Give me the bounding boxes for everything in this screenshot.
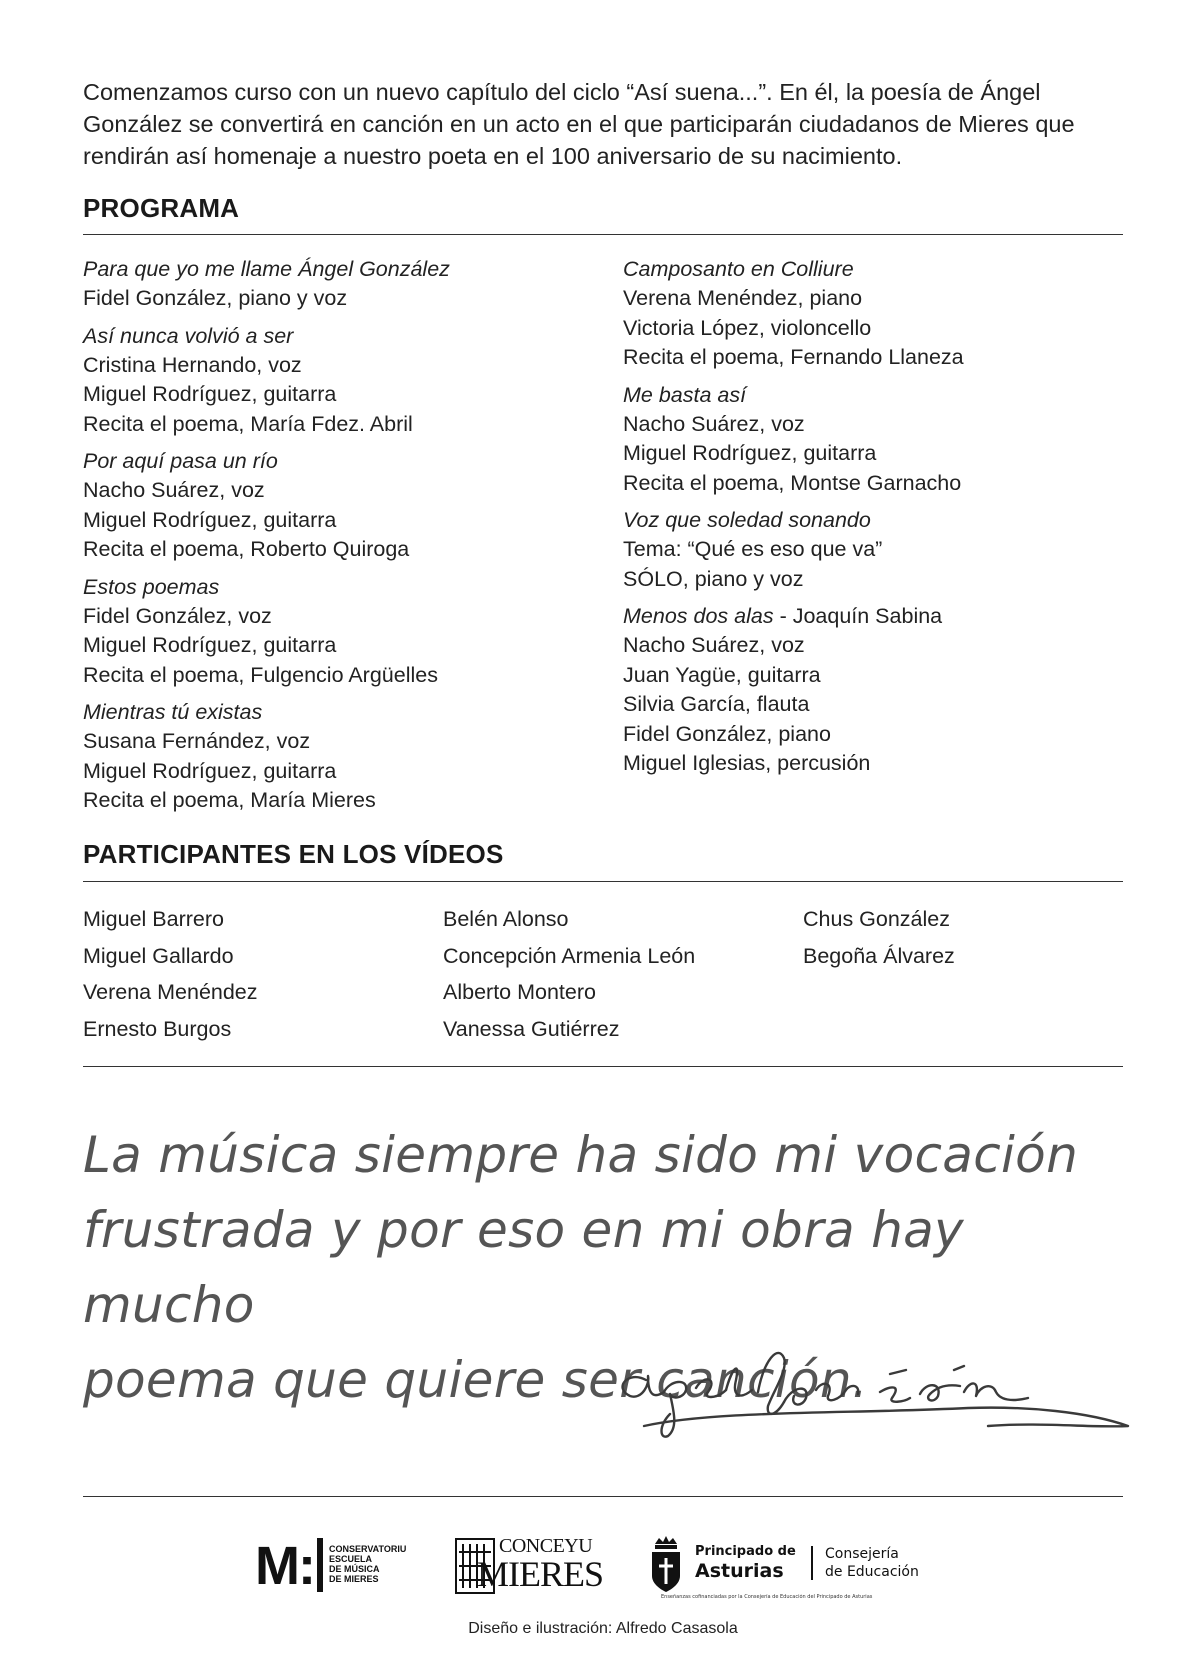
videos-column <box>443 901 783 1047</box>
programa-item <box>623 602 1103 779</box>
conservatorio-text <box>329 1544 406 1584</box>
performer-line: Recita el poema, Roberto Quiroga <box>83 537 410 561</box>
conceyu-main: MIERES <box>477 1554 604 1594</box>
performer-line: Susana Fernández, voz <box>83 729 311 753</box>
performer-line: Victoria López, violoncello <box>623 315 872 340</box>
performer-line: Nacho Suárez, voz <box>83 478 265 502</box>
poem-title: Camposanto en Colliure <box>623 257 854 281</box>
videos-column <box>83 901 423 1047</box>
coat-of-arms-icon <box>649 1536 683 1594</box>
performer-line: Miguel Rodríguez, guitarra <box>83 382 337 406</box>
performer-line: Fidel González, piano y voz <box>83 286 348 310</box>
asturias-line1: Principado de <box>695 1544 796 1559</box>
programa-heading: PROGRAMA <box>83 193 240 223</box>
performer-line: Recita el poema, María Mieres <box>83 788 376 812</box>
programa-left-column <box>83 255 563 824</box>
conservatorio-mark: M: <box>255 1536 314 1596</box>
programa-item <box>623 255 1103 373</box>
programa-item <box>623 381 1103 499</box>
divider <box>83 1496 1123 1497</box>
logo-separator <box>811 1546 813 1580</box>
divider <box>83 881 1123 882</box>
divider <box>83 1066 1123 1067</box>
performer-line: Miguel Rodríguez, guitarra <box>83 758 337 783</box>
performer-line: SÓLO, piano y voz <box>623 566 804 591</box>
performer-line: Fidel González, piano <box>623 721 831 746</box>
poem-title: Así nunca volvió a ser <box>83 323 294 348</box>
consejeria-line2: de Educación <box>825 1564 919 1580</box>
performer-line: Verena Menéndez, piano <box>623 286 863 310</box>
divider <box>83 234 1123 235</box>
participant-name: Miguel Barrero <box>83 907 224 931</box>
poem-title: Para que yo me llame Ángel González <box>83 257 450 281</box>
programa-item <box>83 255 563 314</box>
poem-title-with-composer <box>623 602 1103 631</box>
conceyu-top: CONCEYU <box>499 1535 593 1557</box>
participant-name: Begoña Álvarez <box>803 943 955 968</box>
participant-name: Vanessa Gutiérrez <box>443 1016 620 1041</box>
videos-heading: PARTICIPANTES EN LOS VÍDEOS <box>83 839 504 869</box>
design-credit: Diseño e ilustración: Alfredo Casasola <box>468 1620 738 1637</box>
performer-line: Miguel Iglesias, percusión <box>623 751 871 775</box>
conservatorio-logo <box>255 1538 425 1594</box>
poem-title: Voz que soledad sonando <box>623 508 871 532</box>
quote-line: poema que quiere ser canción. <box>83 1351 869 1409</box>
poem-title: Por aquí pasa un río <box>83 449 278 473</box>
performer-line: Miguel Rodríguez, guitarra <box>83 507 337 532</box>
conceyu-mieres-logo <box>455 1534 605 1598</box>
performer-line: Fidel González, voz <box>83 603 272 628</box>
performer-line: Nacho Suárez, voz <box>623 633 805 657</box>
quote-line: La música siempre ha sido mi vocación <box>83 1126 1079 1184</box>
performer-line: Recita el poema, Fernando Llaneza <box>623 345 964 369</box>
programa-item <box>623 506 1103 594</box>
participant-name: Concepción Armenia León <box>443 943 696 968</box>
performer-line: Miguel Rodríguez, guitarra <box>83 633 337 657</box>
participant-name: Verena Menéndez <box>83 980 258 1004</box>
poem-title: Estos poemas <box>83 574 220 599</box>
poem-title: Menos dos alas <box>623 604 774 628</box>
composer-credit: - Joaquín Sabina <box>773 604 943 628</box>
quote-line: frustrada y por eso en mi obra hay mucho <box>83 1201 964 1334</box>
participant-name: Belén Alonso <box>443 907 569 931</box>
programa-item <box>83 698 563 816</box>
performer-line: Silvia García, flauta <box>623 692 810 716</box>
logo-bar <box>317 1538 323 1592</box>
participant-name: Alberto Montero <box>443 980 596 1004</box>
programa-right-column <box>623 255 1103 787</box>
performer-line: Recita el poema, Fulgencio Argüelles <box>83 662 438 687</box>
performer-line: Miguel Rodríguez, guitarra <box>623 441 877 465</box>
performer-line: Recita el poema, Montse Garnacho <box>623 470 962 495</box>
participant-name: Miguel Gallardo <box>83 943 234 968</box>
participant-name: Chus González <box>803 907 950 931</box>
poem-title: Me basta así <box>623 382 747 407</box>
performer-line: Tema: “Qué es eso que va” <box>623 537 883 561</box>
participant-name: Ernesto Burgos <box>83 1016 232 1041</box>
conservatorio-text-line: CONSERVATORIU <box>329 1544 407 1554</box>
signature <box>608 1340 1188 1450</box>
consejeria-line1: Consejería <box>825 1546 899 1562</box>
sponsor-logos <box>83 1528 1123 1618</box>
asturias-note: Enseñanzas cofinanciadas por la Consejería de Educación del Principado de Asturias <box>661 1594 873 1600</box>
programa-item <box>83 322 563 440</box>
performer-line: Nacho Suárez, voz <box>623 411 805 436</box>
performer-line: Juan Yagüe, guitarra <box>623 662 821 687</box>
conservatorio-text-line: DE MIERES <box>329 1574 379 1584</box>
programa-item <box>83 447 563 565</box>
conservatorio-text-line: DE MÚSICA <box>329 1564 380 1574</box>
poem-title: Mientras tú existas <box>83 700 263 724</box>
programa-item <box>83 573 563 691</box>
asturias-line2: Asturias <box>695 1560 784 1582</box>
performer-line: Recita el poema, María Fdez. Abril <box>83 411 413 436</box>
videos-column <box>803 901 1143 974</box>
performer-line: Cristina Hernando, voz <box>83 352 302 377</box>
conservatorio-text-line: ESCUELA <box>329 1554 373 1564</box>
principado-asturias-logo <box>649 1528 949 1618</box>
intro-paragraph: Comenzamos curso con un nuevo capítulo del ciclo “Así suena...”. En él, la poesía de Ángel González se convertirá en canción en un acto en el que participarán ciudadanos de Mieres que rendirán así homenaje a nuestro poeta en el 100 aniversario de su nacimiento. <box>83 79 1075 169</box>
